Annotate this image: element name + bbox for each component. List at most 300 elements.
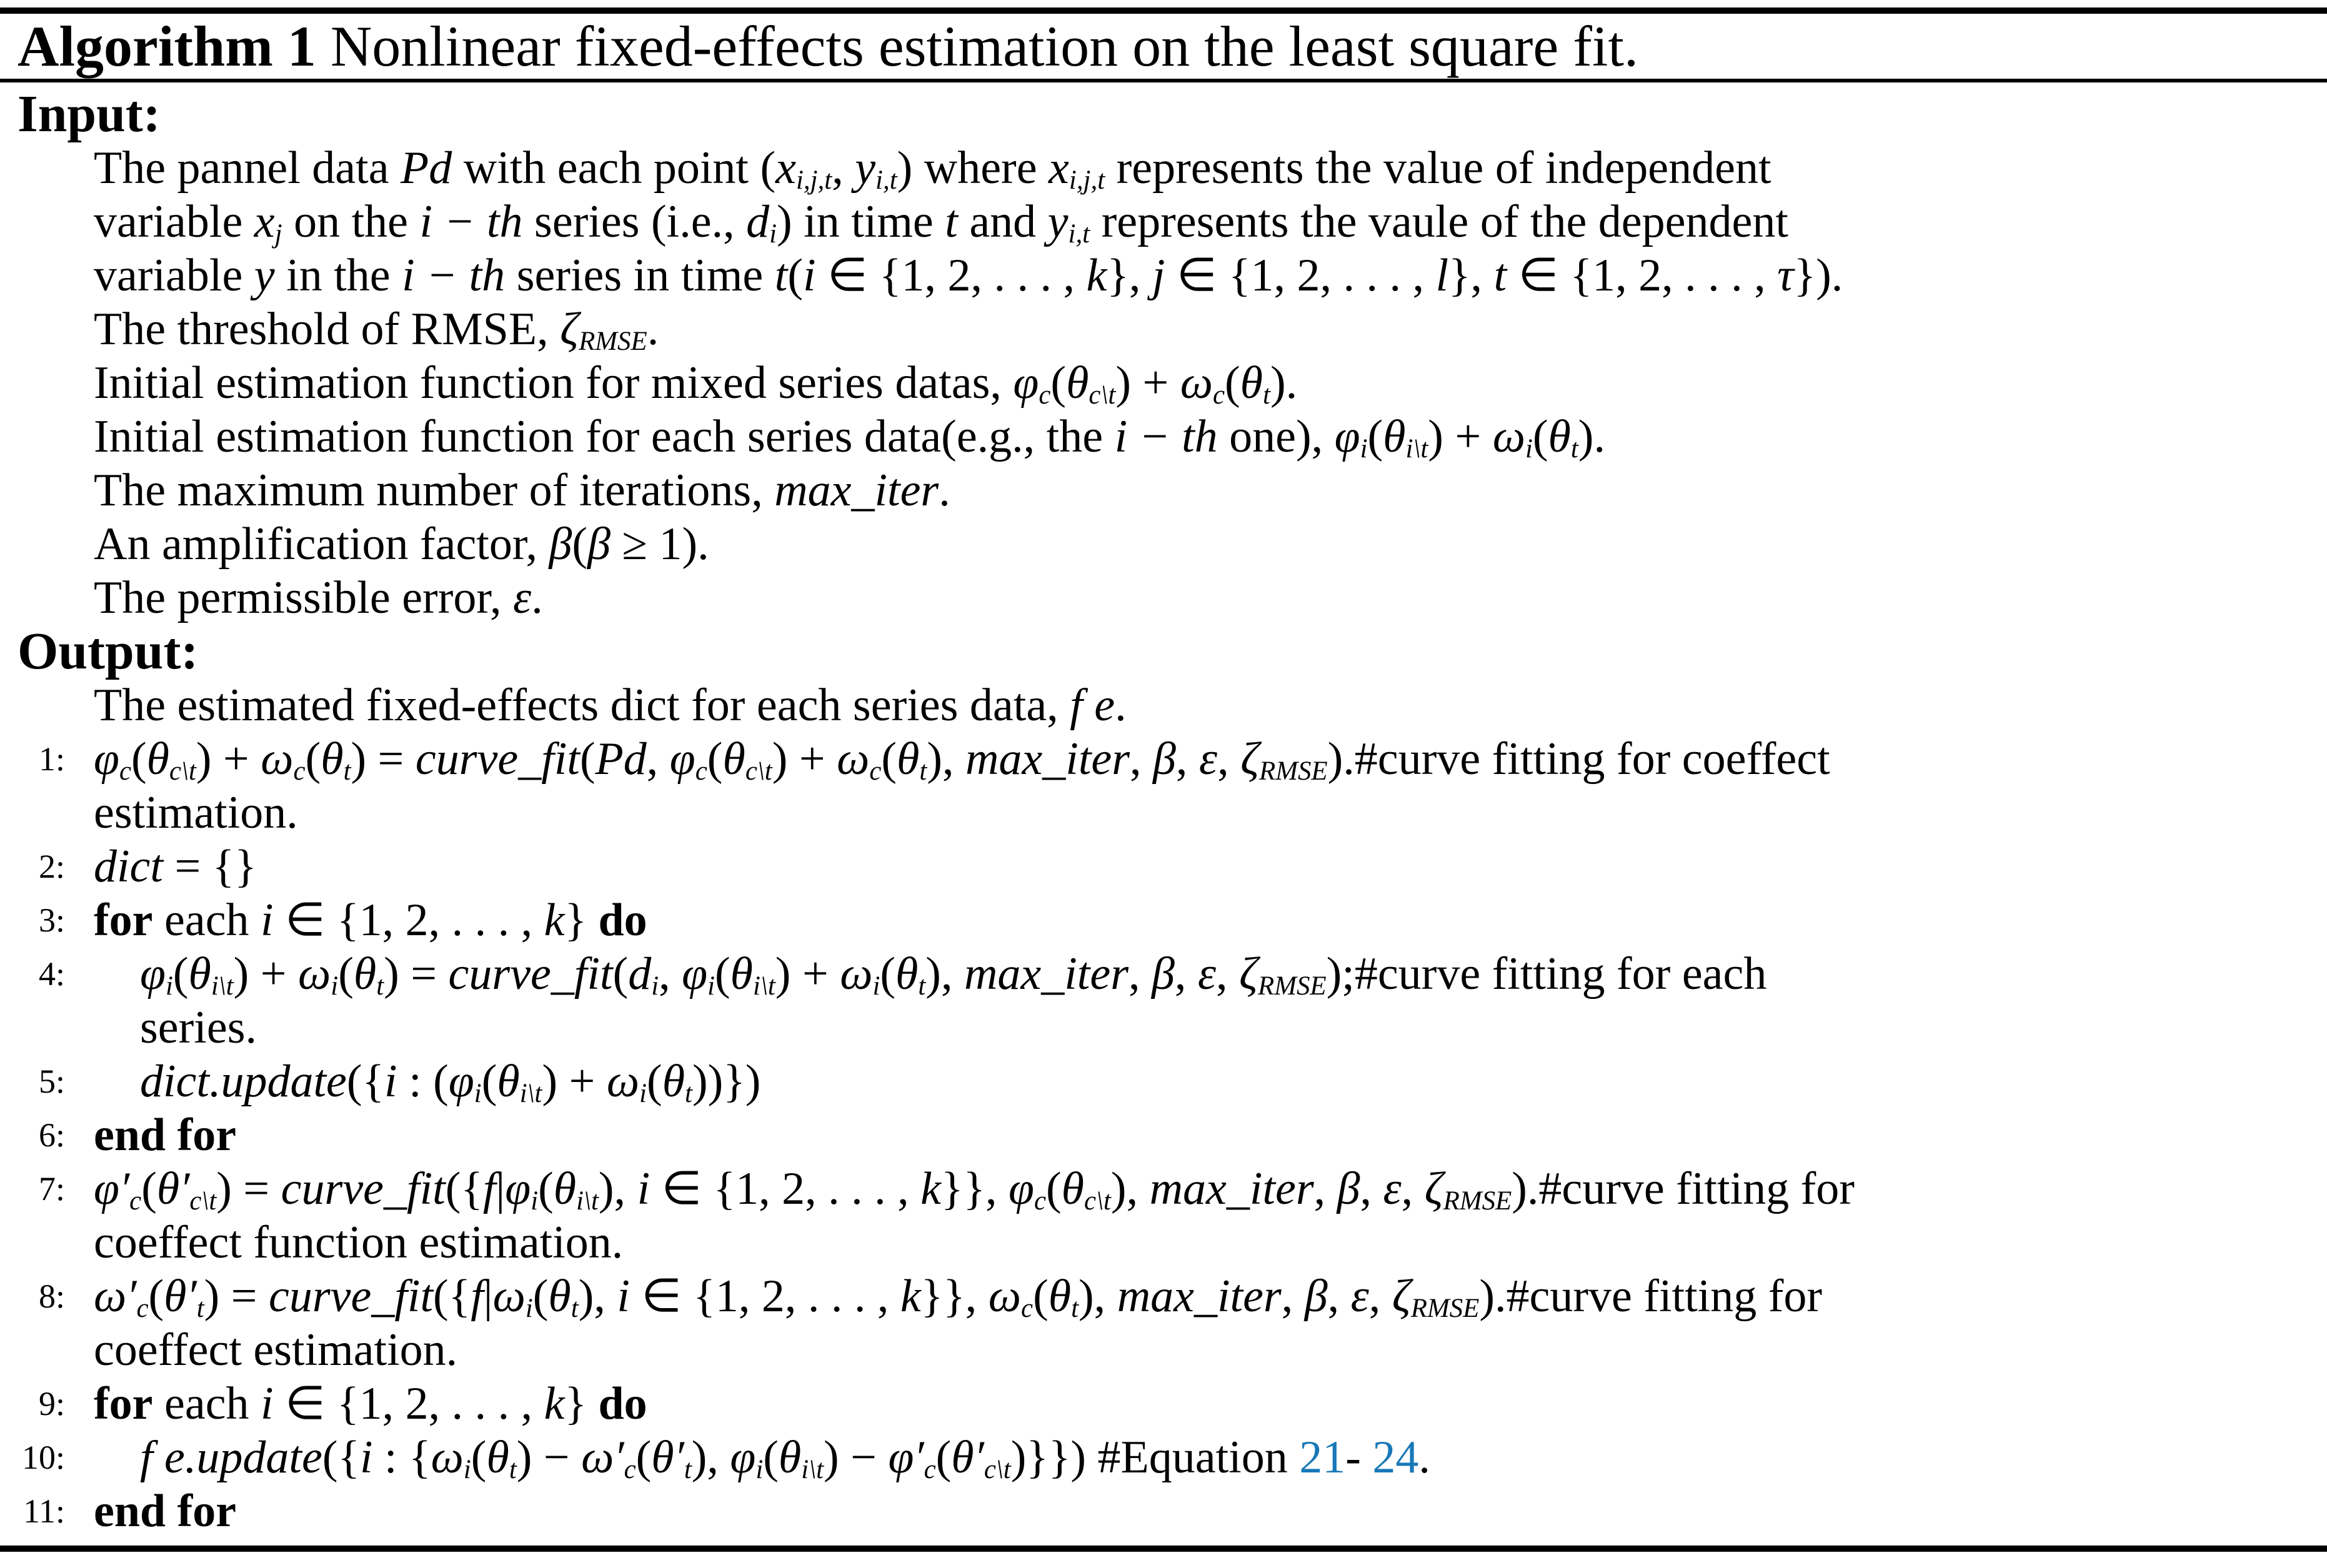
text-run: ) + [233,948,299,1000]
text-run: i [165,971,173,1001]
text-run: for [94,1378,153,1429]
text-run: φ [140,948,166,1000]
text-run: i [1360,434,1368,464]
text-run: Output: [17,622,199,680]
text-run: ) = [204,1271,269,1322]
text-run: i [261,895,274,946]
text-run: | [496,1163,506,1214]
bottom-rule [0,1546,2327,1552]
text-run: ( [763,1432,779,1483]
text-run: in the [274,250,402,301]
text-run: ω′ [94,1271,137,1322]
text-run: estimation. [94,787,298,838]
text-run: Initial estimation function for mixed series datas, [94,357,1014,409]
text-run: c [129,1186,142,1216]
text-run: θ [722,733,745,785]
algorithm-caption: Nonlinear fixed-effects estimation on the least square fit. [316,14,1638,78]
text-run: ). [1270,357,1298,409]
text-run: #Equation [1097,1432,1300,1483]
text-run: k [544,1378,565,1429]
text-run: ( [1050,357,1067,409]
text-run: ) in time [777,196,945,247]
text-run: ω′ [581,1432,624,1483]
text-run: ε [1383,1163,1402,1214]
text-run: , [1174,948,1198,1000]
text-run: θ′ [951,1432,984,1483]
text-run: i [639,1079,647,1109]
text-run: } [564,1378,599,1429]
text-run: t [196,1294,204,1324]
line-number: 11: [23,1492,65,1530]
text-run: ( [131,733,147,785]
equation-ref-link[interactable]: 24 [1372,1432,1419,1483]
text-run: c [1039,380,1051,410]
text-run: end for [94,1109,237,1161]
text-run: φ [1334,411,1360,462]
text-run: x [254,196,275,247]
text-run: i [384,1056,397,1107]
line-number: 5: [38,1063,65,1100]
text-run: , [1327,1271,1351,1322]
text-run: i\t [753,971,775,1001]
text-run: with each point ( [452,142,776,194]
text-run: ) + [775,948,840,1000]
text-run: ∈ {1, 2, . . . , [815,250,1087,301]
text-run: x [775,142,796,194]
text-run: i [707,971,715,1001]
text-run: θ [1061,1163,1085,1214]
text-run: . [531,572,543,623]
text-run: i [331,971,339,1001]
text-run: ) = [216,1163,281,1214]
text-run: c [624,1455,636,1485]
text-run: ζ [1424,1163,1443,1214]
text-run: i [769,219,777,249]
text-run: y [254,250,275,301]
text-run: The threshold of RMSE, [94,304,561,355]
text-run: An amplification factor, [94,519,549,570]
text-run: c [136,1294,149,1324]
text-run: θ [1048,1271,1072,1322]
text-run: on the [282,196,420,247]
text-run: , [1368,1271,1392,1322]
text-run: each [152,1378,261,1429]
text-run: ), [691,1432,730,1483]
text-run: θ [497,1056,520,1107]
text-run: RMSE [1259,757,1328,786]
text-run: series. [140,1002,257,1053]
text-run: . [939,465,950,516]
text-run: f [471,1271,484,1322]
text-run: RMSE [1410,1294,1480,1324]
text-run: ), [1079,1271,1117,1322]
text-run: ε [1198,733,1218,785]
line-number: 6: [38,1116,65,1154]
algo-text-row [0,141,2327,195]
algo-text-row [0,356,2327,410]
text-run: t [918,971,926,1001]
text-run: The maximum number of iterations, [94,465,775,516]
text-run: c [869,757,882,786]
text-run: }}, [940,1163,1009,1214]
text-run: ) − [516,1432,582,1483]
text-run: max_iter [774,465,939,516]
text-run: - [1345,1432,1373,1483]
text-run: i [872,971,880,1001]
text-run: ( [538,1163,554,1214]
text-run: ω [431,1432,464,1483]
text-run: c [1212,380,1225,410]
text-run: )}}) [1010,1432,1098,1483]
text-run: }, [1448,250,1494,301]
text-run: RMSE [1443,1186,1512,1216]
text-run: i\t [1405,434,1428,464]
text-run: i [261,1378,274,1429]
text-run: i,t [875,166,897,196]
algo-step-row [0,1162,2327,1216]
text-run: The estimated fixed-effects dict for each series data, [94,680,1070,731]
text-run: t [343,757,351,786]
text-run: β [1153,733,1176,785]
text-run: i,t [1068,219,1090,249]
text-run: ), [578,1271,617,1322]
text-run: θ [146,733,170,785]
text-run: do [598,895,647,946]
text-run: ( [481,1056,497,1107]
text-run: max_iter [964,948,1129,1000]
text-run: i [755,1455,764,1485]
text-run: θ [1240,357,1263,409]
text-run: }}, [920,1271,989,1322]
text-run: f e [1070,680,1115,731]
text-run: = {} [162,841,257,892]
text-run: ( [880,948,896,1000]
text-run: ) + [1115,357,1180,409]
text-run: , [659,948,682,1000]
text-run: ), [1110,1163,1150,1214]
text-run: ), [598,1163,637,1214]
line-number: 9: [38,1385,65,1422]
text-run: ≥ 1). [610,519,709,570]
text-run: x [1049,142,1069,194]
text-run: i [474,1079,482,1109]
top-rule [0,7,2327,14]
text-run: ω [1492,411,1525,462]
algo-text-row [0,195,2327,249]
text-run: end for [94,1486,237,1537]
text-run: β [1152,948,1175,1000]
line-number: 2: [38,848,65,885]
text-run: ({ [346,1056,385,1107]
text-run: c [119,757,131,786]
text-run: θ [730,948,754,1000]
text-run: ), [927,733,965,785]
text-run: } [564,895,599,946]
algo-text-row [0,1323,2327,1377]
text-run: t [684,1455,692,1485]
text-run: f [482,1163,496,1214]
text-run: Pd [595,733,647,785]
text-run: c [1021,1294,1034,1324]
text-run: ∈ {1, 2, . . . , [1507,250,1778,301]
text-run: ( [471,1432,487,1483]
text-run: curve_fit [269,1271,434,1322]
text-run: θ [553,1163,577,1214]
text-run: j [274,219,282,249]
text-run: k [544,895,565,946]
text-run: coeffect function estimation. [94,1217,624,1268]
algo-text-row [0,464,2327,517]
text-run: ω [298,948,331,1000]
text-run: ( [635,1432,652,1483]
text-run: ω [1180,357,1213,409]
text-run: ({ [433,1271,471,1322]
text-run: β [587,519,610,570]
text-run: θ [895,948,919,1000]
text-run: , [832,142,855,194]
algo-text-row [0,249,2327,302]
text-run: , [1401,1163,1425,1214]
text-run: d [628,948,652,1000]
text-run: ).#curve fitting for coeffect [1327,733,1830,785]
text-run: ( [935,1432,952,1483]
text-run: φ [94,733,119,785]
algo-text-row [0,410,2327,464]
text-run: ∈ {1, 2, . . . , [650,1163,921,1214]
text-run: ( [338,948,354,1000]
line-number: 10: [21,1439,65,1476]
text-run: ( [1046,1163,1062,1214]
text-run: ∈ {1, 2, . . . , [273,895,544,946]
algo-text-row [0,786,2327,840]
text-run: i,j,t [1069,166,1105,196]
text-run: y [855,142,876,194]
text-run: θ [662,1056,685,1107]
header-rule [0,79,2327,82]
text-run: β [549,519,572,570]
text-run: i − th [402,250,506,301]
text-run: i [1525,434,1533,464]
text-run: φ [448,1056,474,1107]
text-run: φ [505,1163,531,1214]
text-run: ). [1578,411,1605,462]
text-run: d [746,196,770,247]
text-run: ε [1197,948,1217,1000]
algo-text-row [0,517,2327,571]
text-run: curve_fit [281,1163,446,1214]
text-run: τ [1777,250,1794,301]
text-run: ( [172,948,189,1000]
text-run: : { [372,1432,431,1483]
text-run: i − th [419,196,523,247]
text-run: each [152,895,261,946]
text-run: c\t [1089,380,1116,410]
text-run: series in time [505,250,775,301]
text-run: c [1034,1186,1047,1216]
text-run: c\t [169,757,196,786]
text-run: , [1281,1271,1305,1322]
text-run: series (i.e., [522,196,747,247]
text-run: β [1337,1163,1360,1214]
algorithm-body [0,87,2327,1538]
text-run: ω [837,733,870,785]
algo-step-row [0,1054,2327,1108]
text-run: θ′ [164,1271,197,1322]
text-run: ω [492,1271,526,1322]
text-run: t [685,1079,692,1109]
text-run: θ′ [651,1432,684,1483]
text-run: . [1418,1432,1430,1483]
text-run: represents the vaule of the dependent [1090,196,1788,247]
text-run: θ′ [156,1163,190,1214]
text-run: ))}) [692,1056,761,1107]
text-run: θ [486,1432,509,1483]
text-run: θ [1066,357,1089,409]
line-number: 8: [38,1278,65,1315]
text-run: ( [1225,357,1240,409]
text-run: k [920,1163,941,1214]
algo-step-row [0,1431,2327,1484]
text-run: ), [925,948,964,1000]
text-run: dict [94,841,163,892]
text-run: , [1217,733,1241,785]
text-run: one), [1217,411,1335,462]
text-run: c\t [189,1186,217,1216]
text-run: ω [606,1056,640,1107]
algo-text-row [0,571,2327,625]
text-run: i [525,1294,533,1324]
text-run: k [900,1271,921,1322]
text-run: ζ [1239,948,1258,1000]
text-run: ).#curve fitting for [1479,1271,1822,1322]
text-run: ( [881,733,897,785]
text-run: c\t [1084,1186,1111,1216]
text-run: ( [305,733,321,785]
text-run: , [1216,948,1240,1000]
algo-text-row [0,1216,2327,1269]
text-run: ) − [824,1432,889,1483]
text-run: ( [647,1056,662,1107]
text-run: t [1071,1294,1079,1324]
text-run: ∈ {1, 2, . . . , [273,1378,544,1429]
section-label-row [0,622,2327,680]
text-run: );#curve fitting for each [1326,948,1767,1000]
line-number: 3: [38,901,65,939]
text-run: for [94,895,153,946]
text-run: φ′ [888,1432,924,1483]
text-run: , [1175,733,1199,785]
text-run: c [924,1455,936,1485]
text-run: t [919,757,927,786]
text-run: i [651,971,659,1001]
text-run: t [509,1455,517,1485]
text-run: φ [730,1432,756,1483]
text-run: φ [1013,357,1039,409]
text-run: The permissible error, [94,572,514,623]
text-run: Initial estimation function for each series data(e.g., the [94,411,1115,462]
text-run: ( [532,1271,549,1322]
text-run: ) + [196,733,261,785]
text-run: ( [1532,411,1548,462]
algo-step-row [0,893,2327,947]
text-run: , [1130,733,1154,785]
section-label-row [0,87,2327,141]
text-run: ( [787,250,803,301]
text-run: ) where [897,142,1049,194]
text-run: t [1570,434,1578,464]
text-run: , [646,733,670,785]
text-run: ( [141,1163,157,1214]
text-run: ) = [384,948,449,1000]
algo-step-row [0,732,2327,786]
text-run: curve_fit [448,948,613,1000]
text-run: ( [612,948,629,1000]
line-number: 1: [38,740,65,778]
text-run: f e.update [140,1432,322,1483]
text-run: ∈ {1, 2, . . . , [629,1271,900,1322]
text-run: φ [1009,1163,1034,1214]
text-run: i [463,1455,471,1485]
text-run: t [1493,250,1507,301]
text-run: max_iter [965,733,1130,785]
text-run: do [598,1378,647,1429]
text-run: curve_fit [415,733,580,785]
text-run: : ( [397,1056,449,1107]
text-run: ( [707,733,723,785]
line-number: 4: [38,955,65,993]
text-run: θ [897,733,920,785]
algo-step-row [0,1377,2327,1431]
text-run: , [1129,948,1152,1000]
text-run: }, [1107,250,1152,301]
text-run: ω [261,733,294,785]
text-run: l [1435,250,1449,301]
algo-text-row [0,678,2327,732]
text-run: . [1115,680,1127,731]
text-run: c [293,757,306,786]
text-run: k [1086,250,1107,301]
text-run: coeffect estimation. [94,1324,458,1376]
text-run: θ [1383,411,1406,462]
text-run: | [483,1271,493,1322]
algo-step-row [0,1484,2327,1538]
text-run: }). [1793,250,1843,301]
text-run: ) = [351,733,416,785]
text-run: , [1360,1163,1383,1214]
text-run: i [359,1432,373,1483]
text-run: t [945,196,958,247]
text-run: , [1313,1163,1337,1214]
text-run: RMSE [579,327,647,357]
text-run: ) + [542,1056,607,1107]
text-run: ω [988,1271,1022,1322]
text-run: i [637,1163,650,1214]
text-run: ζ [1240,733,1260,785]
text-run: i\t [211,971,234,1001]
text-run: c\t [984,1455,1011,1485]
text-run: represents the value of independent [1105,142,1771,194]
text-run: ( [579,733,595,785]
text-run: t [376,971,384,1001]
text-run: Input: [17,85,161,143]
algorithm-label: Algorithm 1 [17,14,316,78]
text-run: ({ [445,1163,483,1214]
equation-ref-link[interactable]: 21 [1299,1432,1346,1483]
text-run: . [647,304,659,355]
text-run: φ [682,948,708,1000]
text-run: i\t [519,1079,542,1109]
text-run: c [695,757,707,786]
